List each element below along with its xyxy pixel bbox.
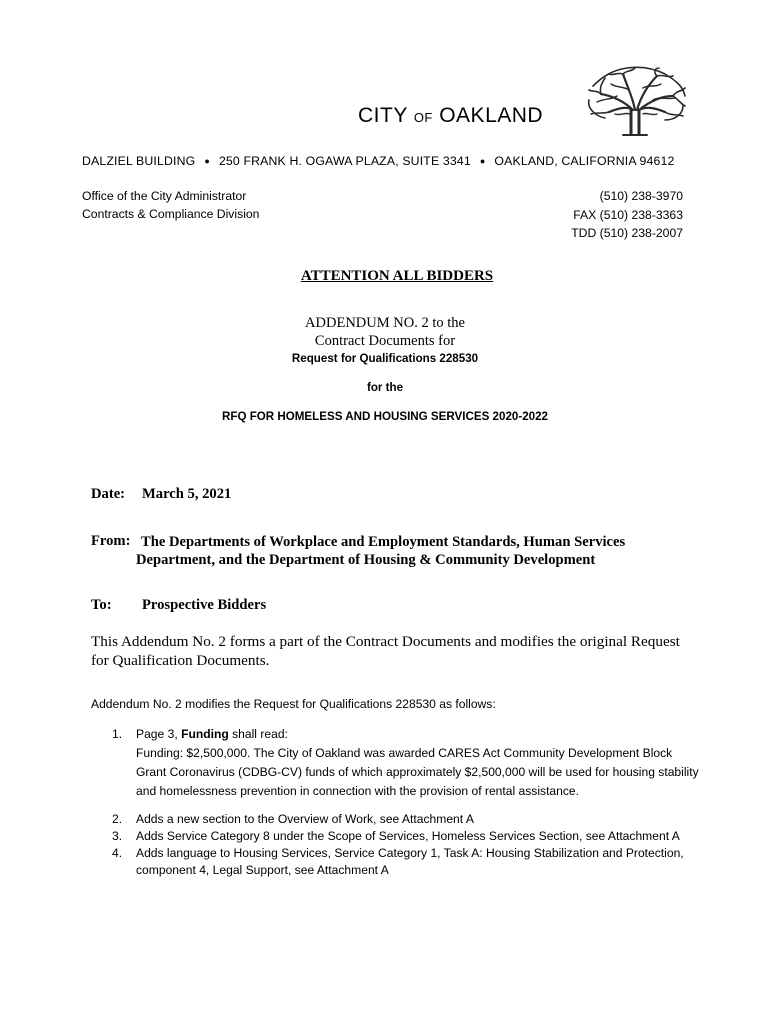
list-item-number: 3. (112, 829, 123, 843)
date-value: March 5, 2021 (142, 486, 232, 502)
rfq-number: Request for Qualifications 228530 (291, 352, 479, 365)
for-the-line: for the (366, 381, 404, 394)
intro-paragraph: This Addendum No. 2 forms a part of the Contract Documents and modifies the original Request for Qualification Documents. (91, 633, 680, 669)
city-of-oakland-title: CITY OF OAKLAND (358, 104, 544, 127)
address-building: DALZIEL BUILDING (82, 154, 196, 168)
to-value: Prospective Bidders (142, 597, 267, 613)
addendum-title: ADDENDUM NO. 2 to the (305, 315, 465, 331)
contact-numbers (520, 187, 683, 243)
office-block (82, 187, 259, 223)
funding-detail: Funding: $2,500,000. The City of Oakland was awarded CARES Act Community Development Block Grant Coronavirus (CDBG-CV) funds of which approximately $2,500,000 will be used for housing stability and homelessness prevention in connection with the provision of rental assistance. (136, 746, 699, 798)
oak-tree-logo-icon (583, 66, 687, 136)
contract-docs-line: Contract Documents for (314, 333, 456, 349)
address-street: 250 FRANK H. OGAWA PLAZA, SUITE 3341 (218, 154, 471, 168)
modifies-statement: Addendum No. 2 modifies the Request for Qualifications 228530 as follows: (91, 697, 496, 711)
tdd-number: TDD (510) 238-2007 (571, 226, 683, 240)
bullet-icon: ● (479, 156, 486, 166)
list-item-number: 2. (112, 812, 123, 826)
fax-number: FAX (510) 238-3363 (573, 207, 683, 222)
address-line (82, 154, 692, 168)
list-item-number: 4. (112, 846, 123, 860)
from-line-2: Department, and the Department of Housing & Community Development (136, 552, 596, 568)
list-item-text: Adds language to Housing Services, Service Category 1, Task A: Housing Stabilization and Protection, component 4, Legal Support, see Attachment A (136, 846, 684, 877)
modification-list (112, 725, 702, 879)
from-label: From: (91, 533, 131, 549)
list-item (112, 811, 702, 828)
rfq-title: RFQ FOR HOMELESS AND HOUSING SERVICES 2020-2022 (222, 410, 548, 423)
list-item-tail: shall read: (228, 727, 288, 741)
list-item-text: Adds a new section to the Overview of Work, see Attachment A (136, 812, 474, 826)
bullet-icon: ● (204, 156, 210, 166)
list-item (112, 845, 702, 879)
list-item-bold: Funding (181, 727, 229, 741)
from-value (136, 533, 696, 569)
address-city: OAKLAND, CALIFORNIA 94612 (494, 154, 675, 168)
office-line-1: Office of the City Administrator (82, 189, 247, 203)
from-line-1: The Departments of Workplace and Employment Standards, Human Services (141, 534, 626, 550)
attention-heading: ATTENTION ALL BIDDERS (300, 268, 494, 284)
list-item-number: 1. (112, 727, 123, 741)
list-item-lead: Page 3, (136, 727, 182, 741)
list-item-text: Adds Service Category 8 under the Scope of Services, Homeless Services Section, see Attachment A (136, 829, 680, 843)
list-item (112, 828, 702, 845)
phone-number: (510) 238-3970 (599, 189, 683, 203)
office-line-2: Contracts & Compliance Division (82, 207, 260, 221)
to-label: To: (91, 597, 112, 613)
list-item (112, 725, 702, 801)
date-label: Date: (91, 486, 126, 502)
